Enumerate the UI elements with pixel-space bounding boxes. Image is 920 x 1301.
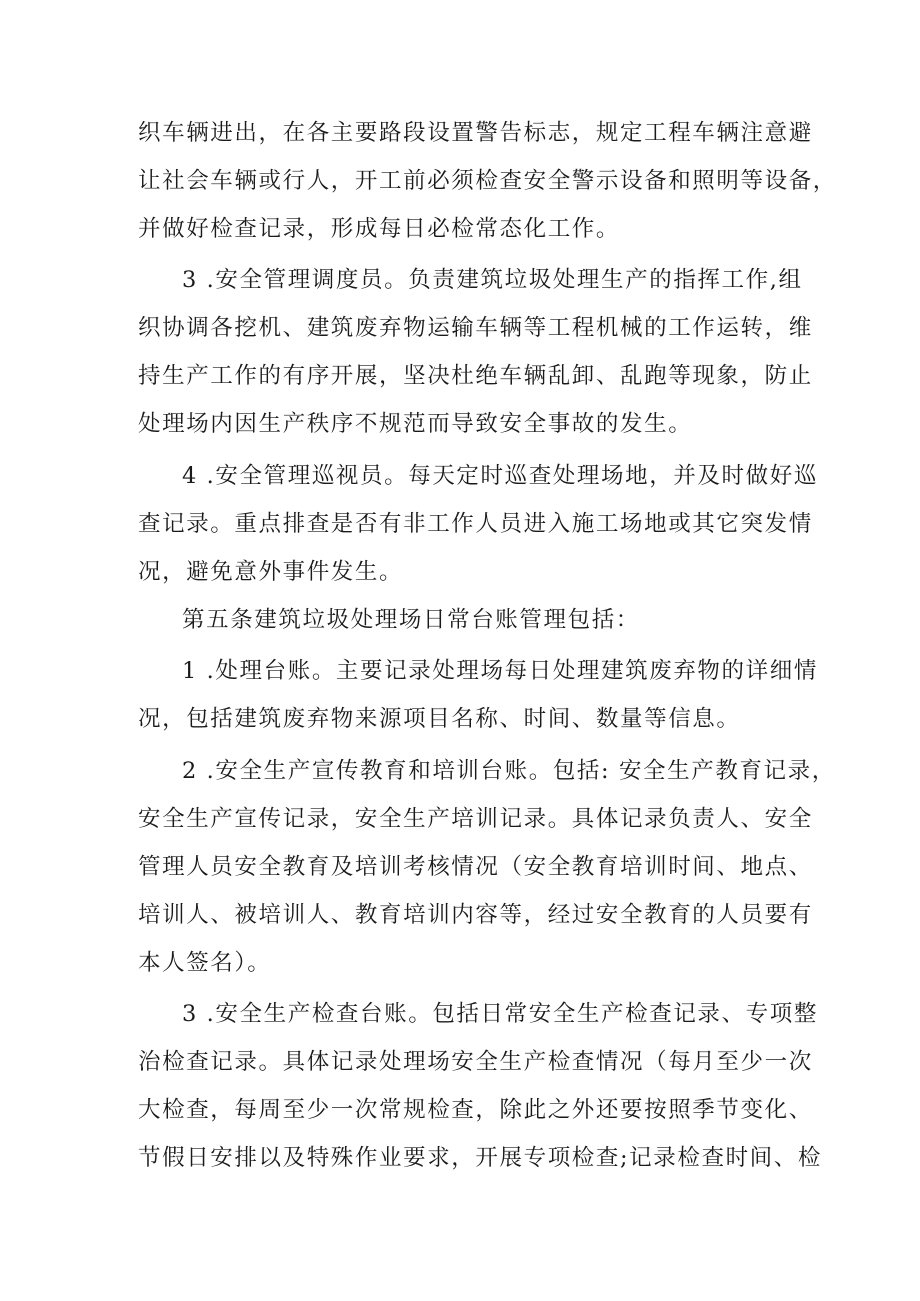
paragraph-line: 况，包括建筑废弃物来源项目名称、时间、数量等信息。 — [138, 706, 741, 732]
paragraph-line: 大检查，每周至少一次常规检查，除此之外还要按照季节变化、 — [138, 1097, 813, 1123]
paragraph-line: 3 .安全生产检查台账。包括日常安全生产检查记录、专项整 — [182, 1001, 818, 1027]
paragraph-line: 管理人员安全教育及培训考核情况（安全教育培训时间、地点、 — [138, 854, 813, 880]
paragraph-line: 培训人、被培训人、教育培训内容等，经过安全教育的人员要有 — [138, 902, 813, 928]
paragraph-line: 并做好检查记录，形成每日必检常态化工作。 — [138, 216, 621, 242]
section-heading: 第五条建筑垃圾处理场日常台账管理包括： — [182, 607, 640, 633]
paragraph-line: 治检查记录。具体记录处理场安全生产检查情况（每月至少一次 — [138, 1049, 813, 1075]
paragraph-line: 查记录。重点排查是否有非工作人员进入施工场地或其它突发情 — [138, 511, 813, 537]
paragraph-line: 4 .安全管理巡视员。每天定时巡查处理场地，并及时做好巡 — [182, 463, 818, 489]
paragraph-line: 织车辆进出，在各主要路段设置警告标志，规定工程车辆注意避 — [138, 120, 813, 146]
paragraph-line: 节假日安排以及特殊作业要求，开展专项检查;记录检查时间、检 — [138, 1145, 822, 1171]
paragraph-line: 安全生产宣传记录，安全生产培训记录。具体记录负责人、安全 — [138, 806, 813, 832]
paragraph-line: 2 .安全生产宣传教育和培训台账。包括: 安全生产教育记录， — [182, 758, 836, 784]
paragraph-line: 织协调各挖机、建筑废弃物运输车辆等工程机械的工作运转，维 — [138, 315, 813, 341]
paragraph-line: 况，避免意外事件发生。 — [138, 559, 404, 585]
paragraph-line: 1 .处理台账。主要记录处理场每日处理建筑废弃物的详细情 — [182, 658, 818, 684]
paragraph-line: 持生产工作的有序开展，坚决杜绝车辆乱卸、乱跑等现象，防止 — [138, 363, 813, 389]
paragraph-line: 处理场内因生产秩序不规范而导致安全事故的发生。 — [138, 411, 693, 437]
paragraph-line: 本人签名）。 — [138, 950, 272, 976]
paragraph-line: 让社会车辆或行人，开工前必须检查安全警示设备和照明等设备， — [138, 168, 837, 194]
paragraph-line: 3 .安全管理调度员。负责建筑垃圾处理生产的指挥工作,组 — [182, 267, 803, 293]
